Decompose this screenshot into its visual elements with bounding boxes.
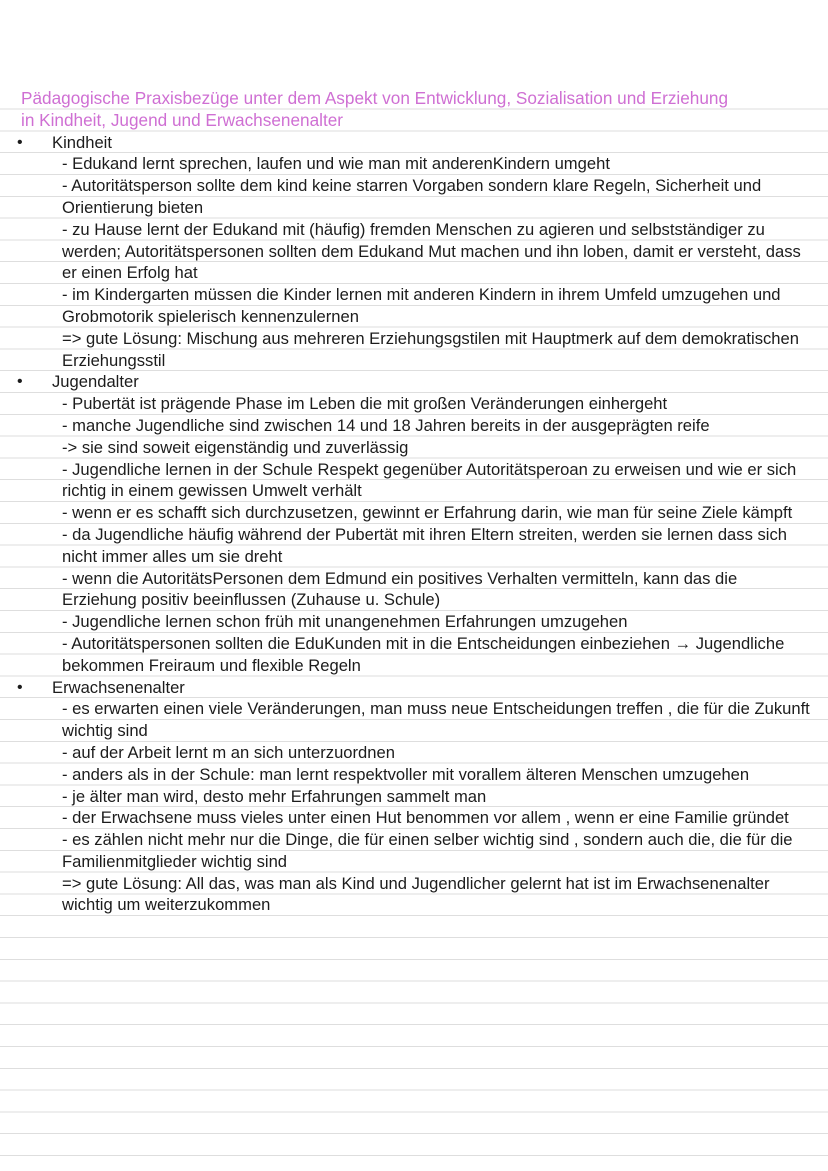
list-item: - Autoritätsperson sollte dem kind keine starren Vorgaben sondern klare Regeln, Sicherheit und Orientierung bieten bbox=[62, 176, 762, 217]
section-erwachsenenalter bbox=[0, 677, 828, 917]
section-heading bbox=[0, 371, 828, 393]
list-item: - Jugendliche lernen schon früh mit unangenehmen Erfahrungen umzugehen bbox=[62, 612, 628, 632]
list-item: - je älter man wird, desto mehr Erfahrungen sammelt man bbox=[62, 786, 487, 806]
list-item: - Jugendliche lernen in der Schule Respekt gegenüber Autoritätsperoan zu erweisen und wie er sich richtig in einem gewissen Umwelt verhält bbox=[62, 459, 797, 501]
list-item: - Pubertät ist prägende Phase im Leben die mit großen Veränderungen einhergeht bbox=[62, 394, 668, 414]
page-title bbox=[0, 88, 821, 132]
list-item: => gute Lösung: Mischung aus mehreren Erziehungsgstilen mit Hauptmerk auf dem demokratischen Erziehungsstil bbox=[62, 328, 799, 370]
section-kindheit bbox=[0, 132, 828, 372]
list-item: => gute Lösung: All das, was man als Kind und Jugendlicher gelernt hat ist im Erwachsenenalter wichtig um weiterzukommen bbox=[62, 873, 770, 915]
section-items bbox=[0, 393, 828, 676]
section-items bbox=[0, 153, 828, 371]
page-top-margin bbox=[0, 0, 828, 88]
list-item: -> sie sind soweit eigenständig und zuverlässig bbox=[62, 437, 409, 457]
list-item: - es zählen nicht mehr nur die Dinge, die für einen selber wichtig sind , sondern auch die, die für die Familienmitglieder wichtig sind bbox=[62, 830, 793, 871]
section-heading-text: Kindheit bbox=[52, 132, 112, 152]
list-item: - manche Jugendliche sind zwischen 14 und 18 Jahren bereits in der ausgeprägten reife bbox=[62, 415, 710, 435]
section-heading-text: Erwachsenenalter bbox=[52, 677, 185, 697]
section-items bbox=[0, 698, 828, 916]
section-heading-text: Jugendalter bbox=[52, 372, 139, 392]
lined-note-page bbox=[0, 88, 828, 916]
list-item: - auf der Arbeit lernt m an sich unterzuordnen bbox=[62, 742, 395, 762]
list-item: - zu Hause lernt der Edukand mit (häufig) fremden Menschen zu agieren und selbstständiger zu werden; Autoritätspersonen sollten dem Edukand Mut machen und ihn loben, damit er versteht, dass er einen Erfolg hat bbox=[62, 219, 801, 283]
bullet-icon: • bbox=[17, 133, 23, 151]
title-line-2: in Kindheit, Jugend und Erwachsenenalter bbox=[21, 109, 344, 130]
list-item: - es erwarten einen viele Veränderungen, man muss neue Entscheidungen treffen , die für die Zukunft wichtig sind bbox=[62, 699, 810, 741]
list-item: - der Erwachsene muss vieles unter einen Hut benommen vor allem , wenn er eine Familie gründet bbox=[62, 808, 789, 828]
sections-container bbox=[0, 132, 828, 917]
list-item: - im Kindergarten müssen die Kinder lernen mit anderen Kindern in ihrem Umfeld umzugehen und Grobmotorik spielerisch kennenzulernen bbox=[62, 285, 781, 326]
list-item: - Edukand lernt sprechen, laufen und wie man mit anderenKindern umgeht bbox=[62, 154, 610, 174]
list-item: - Autoritätspersonen sollten die EduKunden mit in die Entscheidungen einbeziehen → Jugendliche bekommen Freiraum und flexible Regeln bbox=[62, 633, 785, 675]
list-item: - da Jugendliche häufig während der Pubertät mit ihren Eltern streiten, werden sie lernen dass sich nicht immer alles um sie dreht bbox=[62, 524, 787, 566]
bullet-icon: • bbox=[17, 678, 23, 696]
list-item: - wenn er es schafft sich durchzusetzen, gewinnt er Erfahrung darin, wie man für seine Ziele kämpft bbox=[62, 503, 793, 523]
title-line-1: Pädagogische Praxisbezüge unter dem Aspekt von Entwicklung, Sozialisation und Erziehung bbox=[21, 88, 729, 108]
list-item: - wenn die AutoritätsPersonen dem Edmund ein positives Verhalten vermitteln, kann das die Erziehung positiv beeinflussen (Zuhause u. Schule) bbox=[62, 568, 738, 610]
list-item: - anders als in der Schule: man lernt respektvoller mit vorallem älteren Menschen umzugehen bbox=[62, 764, 750, 784]
section-heading bbox=[0, 132, 828, 154]
bullet-icon: • bbox=[17, 373, 23, 391]
section-jugendalter bbox=[0, 371, 828, 676]
section-heading bbox=[0, 677, 828, 699]
